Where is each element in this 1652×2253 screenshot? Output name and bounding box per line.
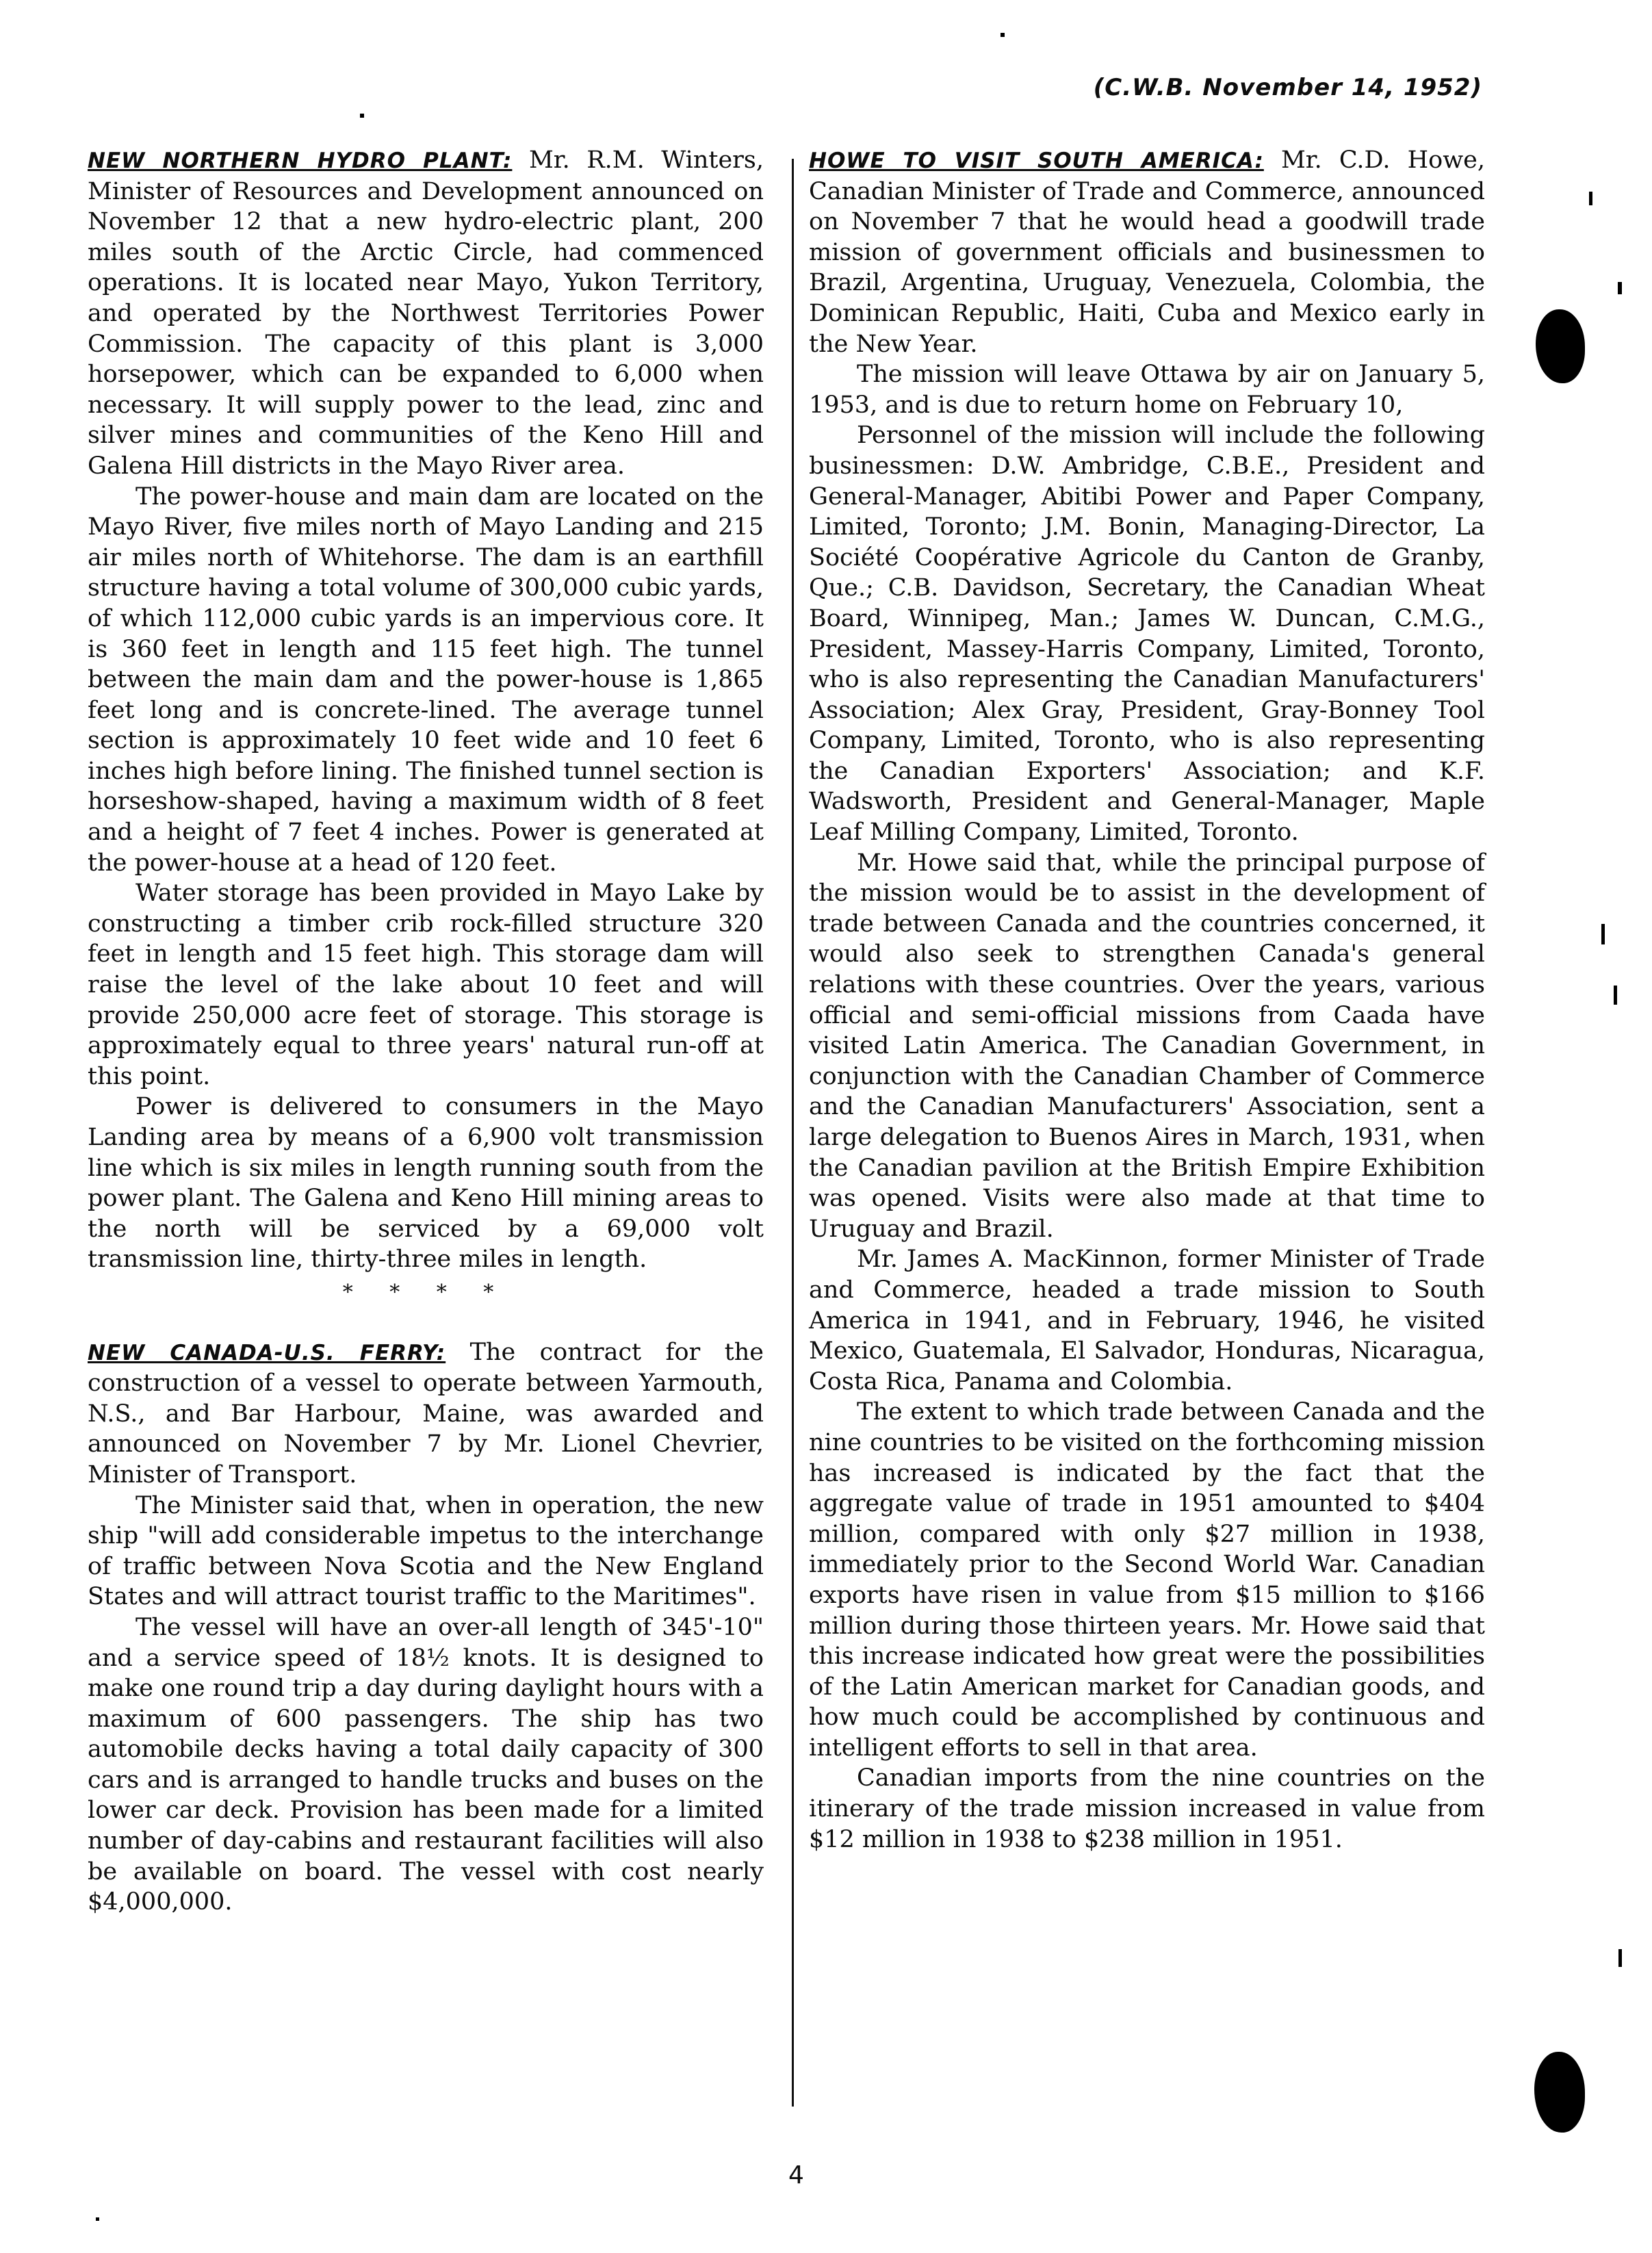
left-column xyxy=(88,145,764,1918)
article-lead-paragraph: NEW CANADA-U.S. FERRY: The contract for the construction of a vessel to operate between Yarmouth, N.S., and Bar Harbour, Maine, was awarded and announced on November 7 by Mr. Lionel Chevrier, Minister of Transport. xyxy=(88,1338,764,1489)
scan-speck xyxy=(1589,192,1592,205)
article-paragraph: Water storage has been provided in Mayo Lake by constructing a timber crib rock-filled structure 320 feet in length and 15 feet high. This storage dam will raise the level of the lake about 10 feet and will provide 250,000 acre feet of storage. This storage is approximately equal to three years' natural run-off at this point. xyxy=(88,879,764,1090)
article-heading: NEW CANADA-U.S. FERRY: xyxy=(88,1340,446,1365)
article-paragraph: The extent to which trade between Canada and the nine countries to be visited on the forthcoming mission has increased is indicated by the fact that the aggregate value of trade in 1951 amounted to $404 million, compared with only $27 million in 1938, immediately prior to the Second World War. Canadian exports have risen in value from $15 million to $166 million during those thirteen years. Mr. Howe said that this increase indicated how great were the possibilities of the Latin American market for Canadian goods, and how much could be accomplished by continuous and intelligent efforts to sell in that area. xyxy=(809,1398,1485,1762)
article-paragraph: The mission will leave Ottawa by air on January 5, 1953, and is due to return home on February 10, xyxy=(809,361,1485,419)
scan-speck xyxy=(1618,1949,1622,1967)
binder-hole-bottom xyxy=(1534,2052,1585,2133)
article-heading: NEW NORTHERN HYDRO PLANT: xyxy=(88,149,513,173)
article-paragraph: The Minister said that, when in operation, the new ship "will add considerable impetus to the interchange of traffic between Nova Scotia and the New England States and will attract tourist traffic to the Maritimes". xyxy=(88,1491,764,1611)
scan-speck xyxy=(1614,986,1617,1005)
article-paragraph: The power-house and main dam are located on the Mayo River, five miles north of Mayo Landing and 215 air miles north of Whitehorse. The dam is an earthfill structure having a total volume of 300,000 cubic yards, of which 112,000 cubic yards is an impervious core. It is 360 feet in length and 115 feet high. The tunnel between the main dam and the power-house is 1,865 feet long and is concrete-lined. The average tunnel section is approximately 10 feet wide and 10 feet 6 inches high before lining. The finished tunnel section is horseshow-shaped, having a maximum width of 8 feet and a height of 7 feet 4 inches. Power is generated at the power-house at a head of 120 feet. xyxy=(88,482,764,877)
page-header: (C.W.B. November 14, 1952) xyxy=(1093,74,1482,101)
article-paragraph: The vessel will have an over-all length of 345'-10" and a service speed of 18½ knots. It is designed to make one round trip a day during daylight hours with a maximum of 600 passengers. The ship has two automobile decks having a total daily capacity of 300 cars and is arranged to handle trucks and buses on the lower car deck. Provision has been made for a limited number of day-cabins and restaurant facilities will also be available on board. The vessel with cost nearly $4,000,000. xyxy=(88,1613,764,1916)
scan-speck xyxy=(1001,33,1005,37)
article-paragraph: Mr. Howe said that, while the principal purpose of the mission would be to assist in the development of trade between Canada and the countries concerned, it would also seek to strengthen Canada's general relations with these countries. Over the years, various official and semi-official missions from Caada have visited Latin America. The Canadian Government, in conjunction with the Canadian Chamber of Commerce and the Canadian Manufacturers' Association, sent a large delegation to Buenos Aires in March, 1931, when the Canadian pavilion at the British Empire Exhibition was opened. Visits were also made at that time to Uruguay and Brazil. xyxy=(809,849,1485,1243)
article-paragraph: Power is delivered to consumers in the Mayo Landing area by means of a 6,900 volt transmission line which is six miles in length running south from the power plant. The Galena and Keno Hill mining areas to the north will be serviced by a 69,000 volt transmission line, thirty-three miles in length. xyxy=(88,1093,764,1274)
article-paragraph: Mr. James A. MacKinnon, former Minister of Trade and Commerce, headed a trade mission to South America in 1941, and in February, 1946, he visited Mexico, Guatemala, El Salvador, Honduras, Nicaragua, Costa Rica, Panama and Colombia. xyxy=(809,1246,1485,1395)
scan-speck xyxy=(96,2217,99,2221)
scan-speck xyxy=(360,114,364,118)
page-number: 4 xyxy=(788,2161,804,2189)
article-canada-us-ferry xyxy=(88,1337,764,1918)
column-divider xyxy=(792,159,794,2107)
article-paragraph: Canadian imports from the nine countries on the itinerary of the trade mission increased in value from $12 million in 1938 to $238 million in 1951. xyxy=(809,1764,1485,1853)
article-howe-south-america xyxy=(809,145,1485,1855)
article-lead-paragraph: NEW NORTHERN HYDRO PLANT: Mr. R.M. Winters, Minister of Resources and Development announced on November 12 that a new hydro-electric plant, 200 miles south of the Arctic Circle, had commenced operations. It is located near Mayo, Yukon Territory, and operated by the Northwest Territories Power Commission. The capacity of this plant is 3,000 horsepower, which can be expanded to 6,000 when necessary. It will supply power to the lead, zinc and silver mines and communities of the Keno Hill and Galena Hill districts in the Mayo River area. xyxy=(88,146,764,480)
article-lead-paragraph: HOWE TO VISIT SOUTH AMERICA: Mr. C.D. Howe, Canadian Minister of Trade and Commerce, announced on November 7 that he would head a goodwill trade mission of government officials and businessmen to Brazil, Argentina, Uruguay, Venezuela, Colombia, the Dominican Republic, Haiti, Cuba and Mexico early in the New Year. xyxy=(809,146,1485,358)
scan-speck xyxy=(1618,282,1622,294)
binder-hole-top xyxy=(1536,309,1585,383)
article-heading: HOWE TO VISIT SOUTH AMERICA: xyxy=(809,149,1264,173)
scan-speck xyxy=(1601,924,1605,944)
article-northern-hydro xyxy=(88,145,764,1275)
article-paragraph: Personnel of the mission will include the following businessmen: D.W. Ambridge, C.B.E., President and General-Manager, Abitibi Power and Paper Company, Limited, Toronto; J.M. Bonin, Managing-Director, La Société Coopérative Agricole du Canton de Granby, Que.; C.B. Davidson, Secretary, the Canadian Wheat Board, Winnipeg, Man.; James W. Duncan, C.M.G., President, Massey-Harris Company, Limited, Toronto, who is also representing the Canadian Manufacturers' Association; Alex Gray, President, Gray-Bonney Tool Company, Limited, Toronto, who is also representing the Canadian Exporters' Association; and K.F. Wadsworth, President and General-Manager, Maple Leaf Milling Company, Limited, Toronto. xyxy=(809,422,1485,847)
section-separator: * * * * xyxy=(342,1280,509,1304)
right-column xyxy=(809,145,1485,1855)
